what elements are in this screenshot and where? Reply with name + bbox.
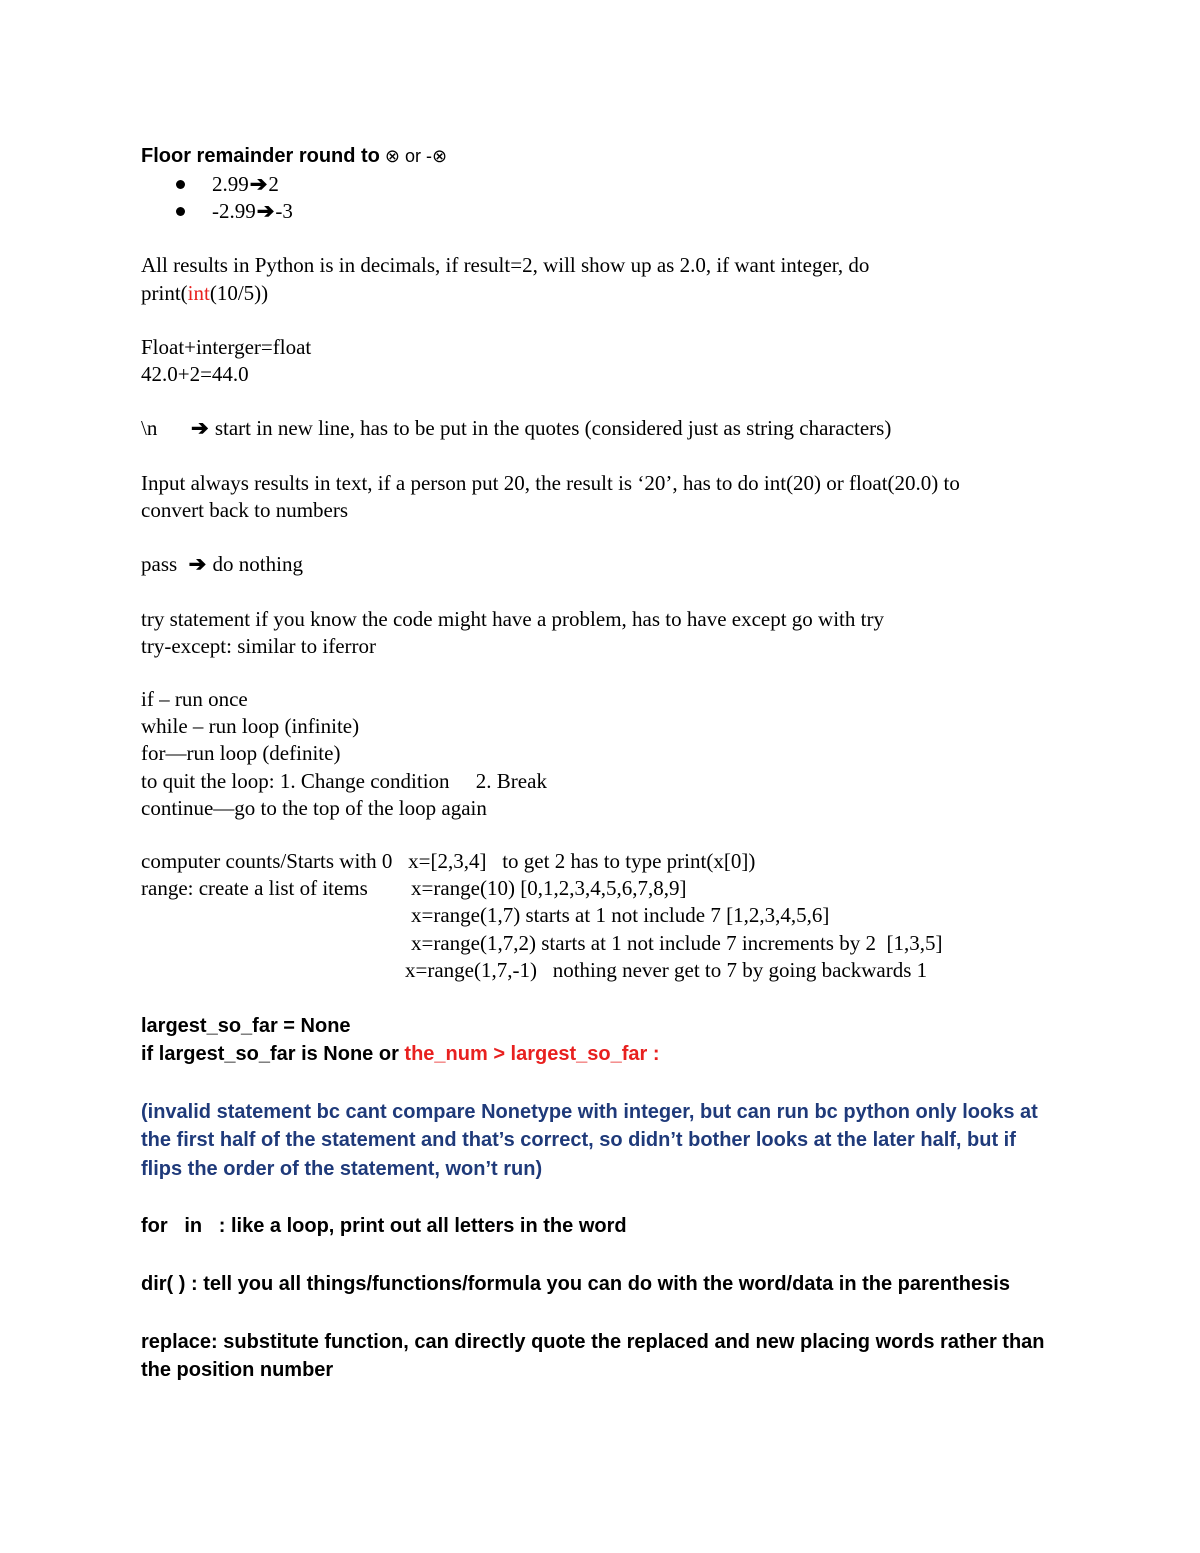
section-heading	[141, 142, 447, 170]
loops-line-5: continue—go to the top of the loop again	[141, 796, 487, 820]
loops-line-1: if – run once	[141, 687, 248, 711]
decimals-line-1: All results in Python is in decimals, if result=2, will show up as 2.0, if want integer, do	[141, 253, 870, 277]
right-arrow-icon: ➔	[191, 416, 209, 440]
note-line-1: (invalid statement bc cant compare Nonetype with integer, but can run bc python only looks at	[141, 1101, 1038, 1123]
replace-line-2: the position number	[141, 1359, 334, 1381]
right-arrow-icon: ➔	[256, 199, 275, 223]
heading-rest: ⊗ or -⊗	[379, 146, 448, 166]
loops-line-3: for—run loop (definite)	[141, 741, 341, 765]
right-arrow-icon: ➔	[249, 172, 268, 196]
largest-line-2: if largest_so_far is None or the_num > largest_so_far :	[141, 1043, 660, 1065]
pass-line: pass ➔ do nothing	[141, 552, 303, 576]
decimals-line-2: print(int(10/5))	[141, 281, 269, 305]
range-line-2-label: range: create a list of items	[141, 876, 368, 900]
replace-line-1: replace: substitute function, can directly quote the replaced and new placing words rather than	[141, 1331, 1045, 1353]
input-line-2: convert back to numbers	[141, 498, 349, 522]
range-line-1: computer counts/Starts with 0 x=[2,3,4] to get 2 has to type print(x[0])	[141, 849, 756, 873]
largest-line-1: largest_so_far = None	[141, 1015, 351, 1037]
range-line-5: x=range(1,7,-1) nothing never get to 7 by going backwards 1	[405, 958, 928, 982]
dir-line: dir( ) : tell you all things/functions/formula you can do with the word/data in the parenthesis	[141, 1273, 1010, 1295]
newline-key: \n	[141, 416, 158, 440]
right-arrow-icon: ➔	[188, 552, 207, 576]
bullet-dot-icon	[176, 207, 185, 216]
note-line-3: flips the order of the statement, won’t run)	[141, 1158, 543, 1180]
newline-desc: ➔ start in new line, has to be put in the quotes (considered just as string characters)	[191, 416, 892, 440]
list-item: 2.99➔2	[212, 172, 279, 196]
loops-line-2: while – run loop (infinite)	[141, 714, 360, 738]
float-line-1: Float+interger=float	[141, 335, 312, 359]
bullet-dot-icon	[176, 180, 185, 189]
loops-line-4: to quit the loop: 1. Change condition 2. Break	[141, 769, 547, 793]
int-keyword: int	[187, 281, 210, 305]
range-line-2-code: x=range(10) [0,1,2,3,4,5,6,7,8,9]	[411, 876, 687, 900]
forin-line: for in : like a loop, print out all letters in the word	[141, 1215, 627, 1237]
note-line-2: the first half of the statement and that’s correct, so didn’t bother looks at the later half, but if	[141, 1129, 1016, 1151]
comparison-highlight: the_num > largest_so_far :	[404, 1043, 660, 1065]
list-item: -2.99➔-3	[212, 199, 293, 223]
float-line-2: 42.0+2=44.0	[141, 362, 249, 386]
heading-bold: Floor remainder round to	[141, 145, 380, 167]
try-line-2: try-except: similar to iferror	[141, 634, 376, 658]
range-line-4: x=range(1,7,2) starts at 1 not include 7 increments by 2 [1,3,5]	[411, 931, 943, 955]
try-line-1: try statement if you know the code might have a problem, has to have except go with try	[141, 607, 884, 631]
input-line-1: Input always results in text, if a person put 20, the result is ‘20’, has to do int(20) or float(20.0) to	[141, 471, 960, 495]
range-line-3: x=range(1,7) starts at 1 not include 7 [1,2,3,4,5,6]	[411, 903, 830, 927]
